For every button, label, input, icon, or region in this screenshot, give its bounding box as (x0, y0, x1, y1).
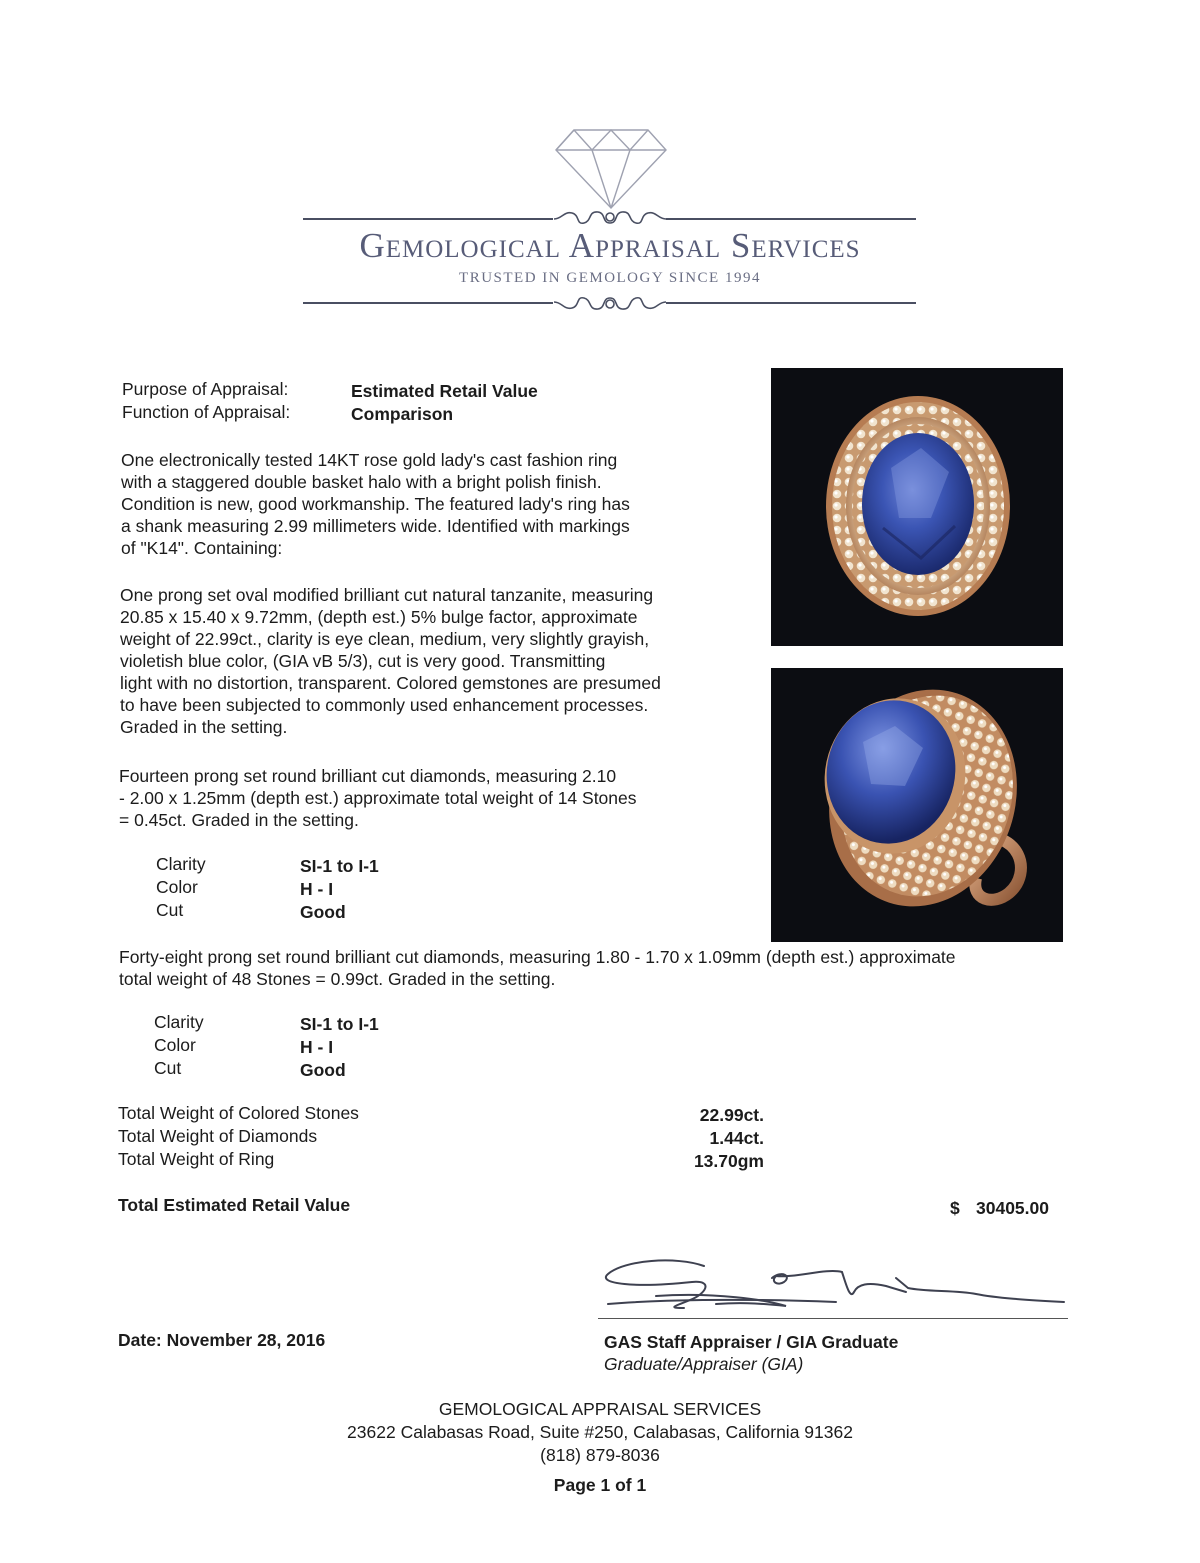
appraisal-date: Date: November 28, 2016 (118, 1330, 326, 1350)
ring-description (121, 449, 731, 559)
diamonds-line: Fourteen prong set round brilliant cut diamonds, measuring 2.10 (119, 766, 617, 786)
total-colored-stones-value: 22.99ct. (699, 1105, 764, 1125)
footer-address: 23622 Calabasas Road, Suite #250, Calabasas, California 91362 (347, 1422, 853, 1442)
diamonds-48-specs (154, 1011, 204, 1080)
function-label: Function of Appraisal: (122, 402, 291, 422)
ornament-flourish-icon (552, 290, 668, 316)
spec-label-color: Color (156, 877, 198, 897)
total-diamonds-label: Total Weight of Diamonds (118, 1126, 318, 1146)
spec-value-cut: Good (300, 902, 346, 922)
spec-label-clarity: Clarity (156, 854, 206, 874)
description-line: a shank measuring 2.99 millimeters wide. Identified with markings (121, 516, 630, 536)
diamond-logo-icon (552, 124, 670, 210)
ring-photo-side-view (771, 668, 1063, 942)
purpose-value: Estimated Retail Value (351, 381, 538, 401)
divider-line (303, 218, 553, 220)
spec-value-clarity: SI-1 to I-1 (300, 1014, 379, 1034)
totals-values (604, 1104, 764, 1173)
total-colored-stones-label: Total Weight of Colored Stones (118, 1103, 359, 1123)
divider-line (666, 302, 916, 304)
tanzanite-line: 20.85 x 15.40 x 9.72mm, (depth est.) 5% bulge factor, approximate (120, 607, 638, 627)
function-value: Comparison (351, 404, 454, 424)
ring-photo-top-view (771, 368, 1063, 646)
tanzanite-line: to have been subjected to commonly used enhancement processes. (120, 695, 649, 715)
appraiser-name: GAS Staff Appraiser / GIA Graduate (604, 1332, 899, 1352)
tanzanite-line: Graded in the setting. (120, 717, 288, 737)
diamonds-line: = 0.45ct. Graded in the setting. (119, 810, 359, 830)
diamonds-line: total weight of 48 Stones = 0.99ct. Graded in the setting. (119, 969, 556, 989)
retail-value-label: Total Estimated Retail Value (118, 1195, 351, 1215)
description-line: One electronically tested 14KT rose gold lady's cast fashion ring (121, 450, 618, 470)
company-tagline: TRUSTED IN GEMOLOGY SINCE 1994 (459, 270, 761, 286)
total-diamonds-value: 1.44ct. (709, 1128, 764, 1148)
retail-currency: $ (950, 1198, 960, 1218)
purpose-label: Purpose of Appraisal: (122, 379, 289, 399)
spec-label-color: Color (154, 1035, 196, 1055)
signature (596, 1248, 1068, 1318)
spec-value-color: H - I (300, 879, 334, 899)
description-line: of "K14". Containing: (121, 538, 283, 558)
description-line: Condition is new, good workmanship. The featured lady's ring has (121, 494, 630, 514)
retail-value-amount: 30405.00 (976, 1198, 1049, 1218)
tanzanite-line: One prong set oval modified brilliant cut natural tanzanite, measuring (120, 585, 654, 605)
spec-value-cut: Good (300, 1060, 346, 1080)
tanzanite-description (120, 584, 730, 738)
total-ring-label: Total Weight of Ring (118, 1149, 275, 1169)
tanzanite-line: weight of 22.99ct., clarity is eye clean, medium, very slightly grayish, (120, 629, 650, 649)
total-ring-value: 13.70gm (693, 1151, 764, 1171)
diamonds-14-specs (156, 853, 206, 922)
diamonds-14-description (119, 765, 729, 831)
divider-line (666, 218, 916, 220)
spec-value-color: H - I (300, 1037, 334, 1057)
divider-line (303, 302, 553, 304)
footer-phone: (818) 879-8036 (540, 1445, 660, 1465)
page-number: Page 1 of 1 (553, 1475, 647, 1495)
tanzanite-line: light with no distortion, transparent. Colored gemstones are presumed (120, 673, 661, 693)
spec-label-cut: Cut (154, 1058, 182, 1078)
spec-label-clarity: Clarity (154, 1012, 204, 1032)
footer-company: GEMOLOGICAL APPRAISAL SERVICES (438, 1399, 762, 1419)
diamonds-14-spec-values (300, 855, 379, 924)
signature-line (598, 1318, 1068, 1319)
spec-label-cut: Cut (156, 900, 184, 920)
description-line: with a staggered double basket halo with a bright polish finish. (121, 472, 602, 492)
spec-value-clarity: SI-1 to I-1 (300, 856, 379, 876)
diamonds-48-description (119, 946, 1079, 990)
tanzanite-line: violetish blue color, (GIA vB 5/3), cut is very good. Transmitting (120, 651, 606, 671)
company-name: Gemological Appraisal Services (359, 226, 861, 265)
appraiser-subtitle: Graduate/Appraiser (GIA) (604, 1354, 804, 1374)
diamonds-line: - 2.00 x 1.25mm (depth est.) approximate total weight of 14 Stones (119, 788, 637, 808)
totals-labels (118, 1102, 359, 1171)
diamonds-48-spec-values (300, 1013, 379, 1082)
diamonds-line: Forty-eight prong set round brilliant cut diamonds, measuring 1.80 - 1.70 x 1.09mm (depth est.) approximate (119, 947, 956, 967)
